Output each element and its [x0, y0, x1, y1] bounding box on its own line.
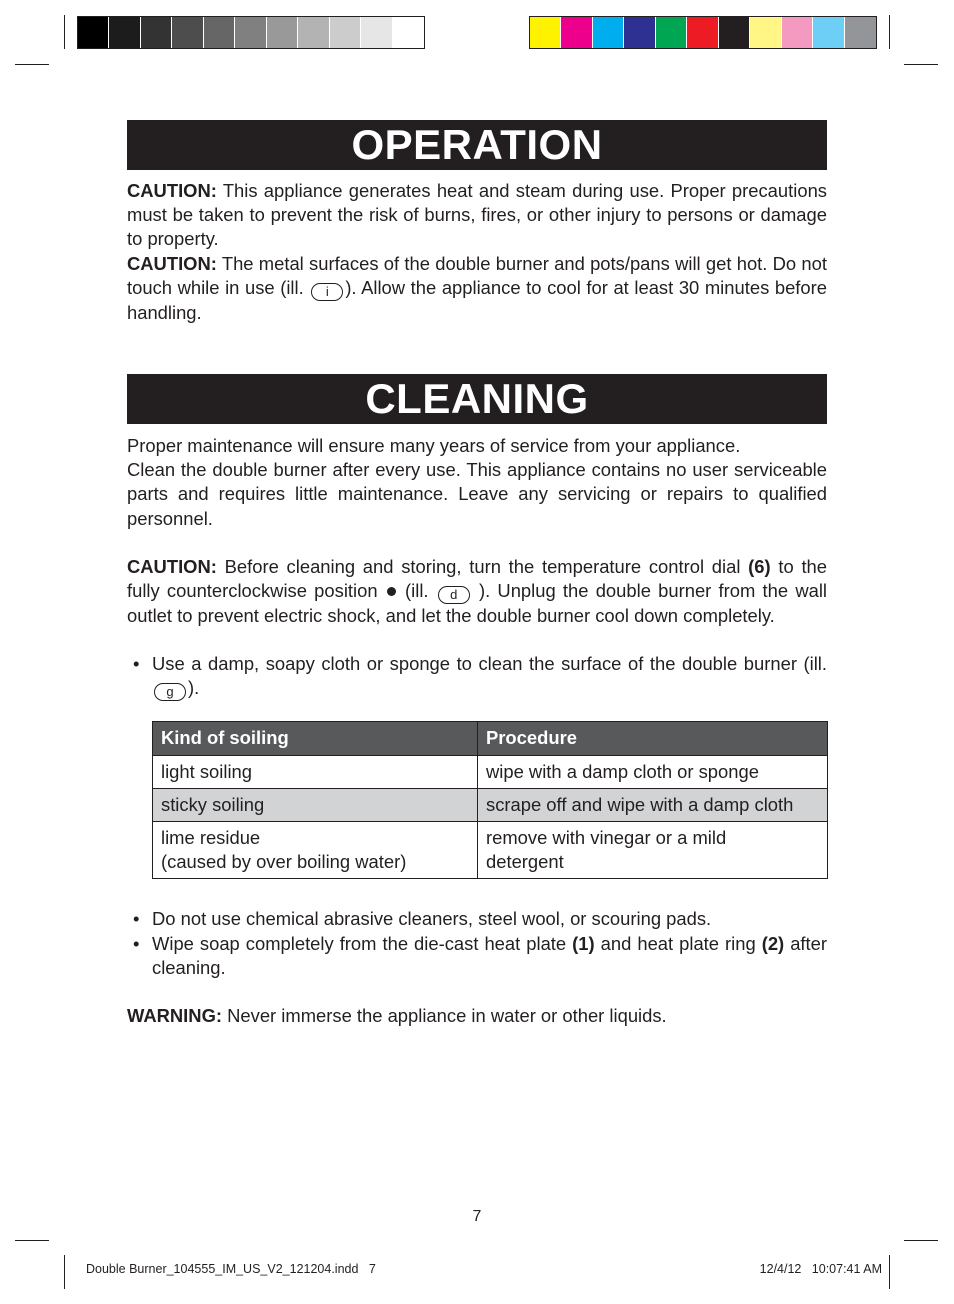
cleaning-heading: CLEANING	[127, 374, 827, 424]
color-swatch	[172, 17, 203, 48]
footer-timestamp: 12/4/12 10:07:41 AM	[759, 1262, 882, 1276]
crop-mark	[889, 15, 890, 49]
color-swatch	[593, 17, 624, 48]
warning-label: WARNING:	[127, 1005, 223, 1027]
soiling-table	[152, 721, 828, 879]
color-swatch	[624, 17, 655, 48]
caution-text: (ill.	[397, 580, 436, 602]
crop-mark	[15, 64, 49, 65]
page-number: 7	[472, 1208, 482, 1225]
color-swatch	[393, 17, 424, 48]
list-item-text: Use a damp, soapy cloth or sponge to clean the surface of the double burner (ill.	[152, 653, 827, 675]
part-ref: (1)	[572, 932, 595, 954]
page-content	[127, 120, 827, 1028]
table-row	[153, 822, 828, 879]
caution-text: ). Allow the appliance to cool for at least 30 minutes before handling.	[127, 276, 827, 323]
table-row	[153, 788, 828, 821]
list-item	[127, 652, 827, 701]
cleaning-steps-list	[127, 652, 827, 701]
color-swatch	[561, 17, 592, 48]
part-ref: (2)	[761, 932, 785, 954]
crop-mark	[15, 1240, 49, 1241]
cleaning-intro-1: Proper maintenance will ensure many years of service from your appliance.	[127, 435, 741, 457]
color-swatch	[78, 17, 109, 48]
table-cell	[153, 822, 478, 879]
caution-text: The metal surfaces of the double burner and pots/pans will get hot. Do not touch while in use (ill.	[127, 252, 827, 298]
list-item	[127, 932, 827, 980]
list-item-text: after cleaning.	[152, 932, 827, 978]
crop-mark	[904, 1240, 938, 1241]
table-row	[153, 755, 828, 788]
color-swatch	[141, 17, 172, 48]
color-swatch	[361, 17, 392, 48]
crop-mark	[64, 15, 65, 49]
color-swatch	[750, 17, 781, 48]
off-position-dot-icon	[387, 587, 396, 596]
cleaning-notes-list	[127, 907, 827, 980]
caution-text: to the fully counterclockwise position	[127, 555, 828, 602]
table-header-procedure: Procedure	[478, 722, 828, 755]
table-cell: light soiling	[153, 755, 478, 788]
part-ref: (6)	[748, 555, 771, 577]
operation-caution-1	[127, 179, 827, 252]
color-swatch	[687, 17, 718, 48]
caution-label: CAUTION:	[127, 252, 217, 274]
warning-note	[127, 1004, 827, 1028]
color-swatch	[719, 17, 750, 48]
crop-mark	[64, 1255, 65, 1289]
caution-text: Before cleaning and storing, turn the temperature control dial	[216, 555, 749, 577]
table-header-row	[153, 722, 828, 755]
table-cell: scrape off and wipe with a damp cloth	[478, 788, 828, 821]
color-swatch	[235, 17, 266, 48]
color-swatch	[330, 17, 361, 48]
list-item: • Do not use chemical abrasive cleaners, steel wool, or scouring pads.	[127, 907, 827, 931]
table-header-kind: Kind of soiling	[153, 722, 478, 755]
color-swatch	[204, 17, 235, 48]
crop-mark	[904, 64, 938, 65]
table-cell-line: (caused by over boiling water)	[161, 851, 407, 873]
color-swatch	[813, 17, 844, 48]
color-swatch	[530, 17, 561, 48]
gray-color-bar	[77, 16, 425, 49]
warning-text: Never immerse the appliance in water or other liquids.	[222, 1005, 667, 1027]
caution-label: CAUTION:	[127, 180, 217, 201]
color-swatch	[267, 17, 298, 48]
list-item-text: and heat plate ring	[594, 932, 762, 954]
table-cell: remove with vinegar or a mild detergent	[478, 822, 828, 879]
cleaning-caution	[127, 555, 827, 628]
cleaning-intro-2: Clean the double burner after every use. This appliance contains no user serviceable parts and requires little maintenance. Leave any servicing or repairs to qualified personnel.	[127, 459, 827, 529]
color-swatch	[298, 17, 329, 48]
illustration-ref-badge: i	[311, 283, 343, 301]
caution-label: CAUTION:	[127, 555, 217, 577]
illustration-ref-badge: g	[154, 683, 186, 701]
color-swatch	[845, 17, 876, 48]
caution-text: This appliance generates heat and steam during use. Proper precautions must be taken to prevent the risk of burns, fires, or other injury to persons or damage to property.	[127, 180, 827, 250]
table-cell: wipe with a damp cloth or sponge	[478, 755, 828, 788]
list-item-text: Wipe soap completely from the die-cast heat plate	[152, 932, 573, 954]
footer-filename: Double Burner_104555_IM_US_V2_121204.indd 7	[86, 1262, 376, 1276]
color-swatch	[782, 17, 813, 48]
operation-heading: OPERATION	[127, 120, 827, 170]
process-color-bar	[529, 16, 877, 49]
color-swatch	[109, 17, 140, 48]
table-cell: sticky soiling	[153, 788, 478, 821]
illustration-ref-badge: d	[438, 586, 470, 604]
caution-text: ). Unplug the double burner from the wall outlet to prevent electric shock, and let the double burner cool down completely.	[127, 580, 827, 627]
list-item-text: ).	[188, 677, 200, 699]
color-swatch	[656, 17, 687, 48]
operation-caution-2	[127, 252, 827, 325]
crop-mark	[889, 1255, 890, 1289]
table-cell-line: lime residue	[161, 827, 261, 849]
